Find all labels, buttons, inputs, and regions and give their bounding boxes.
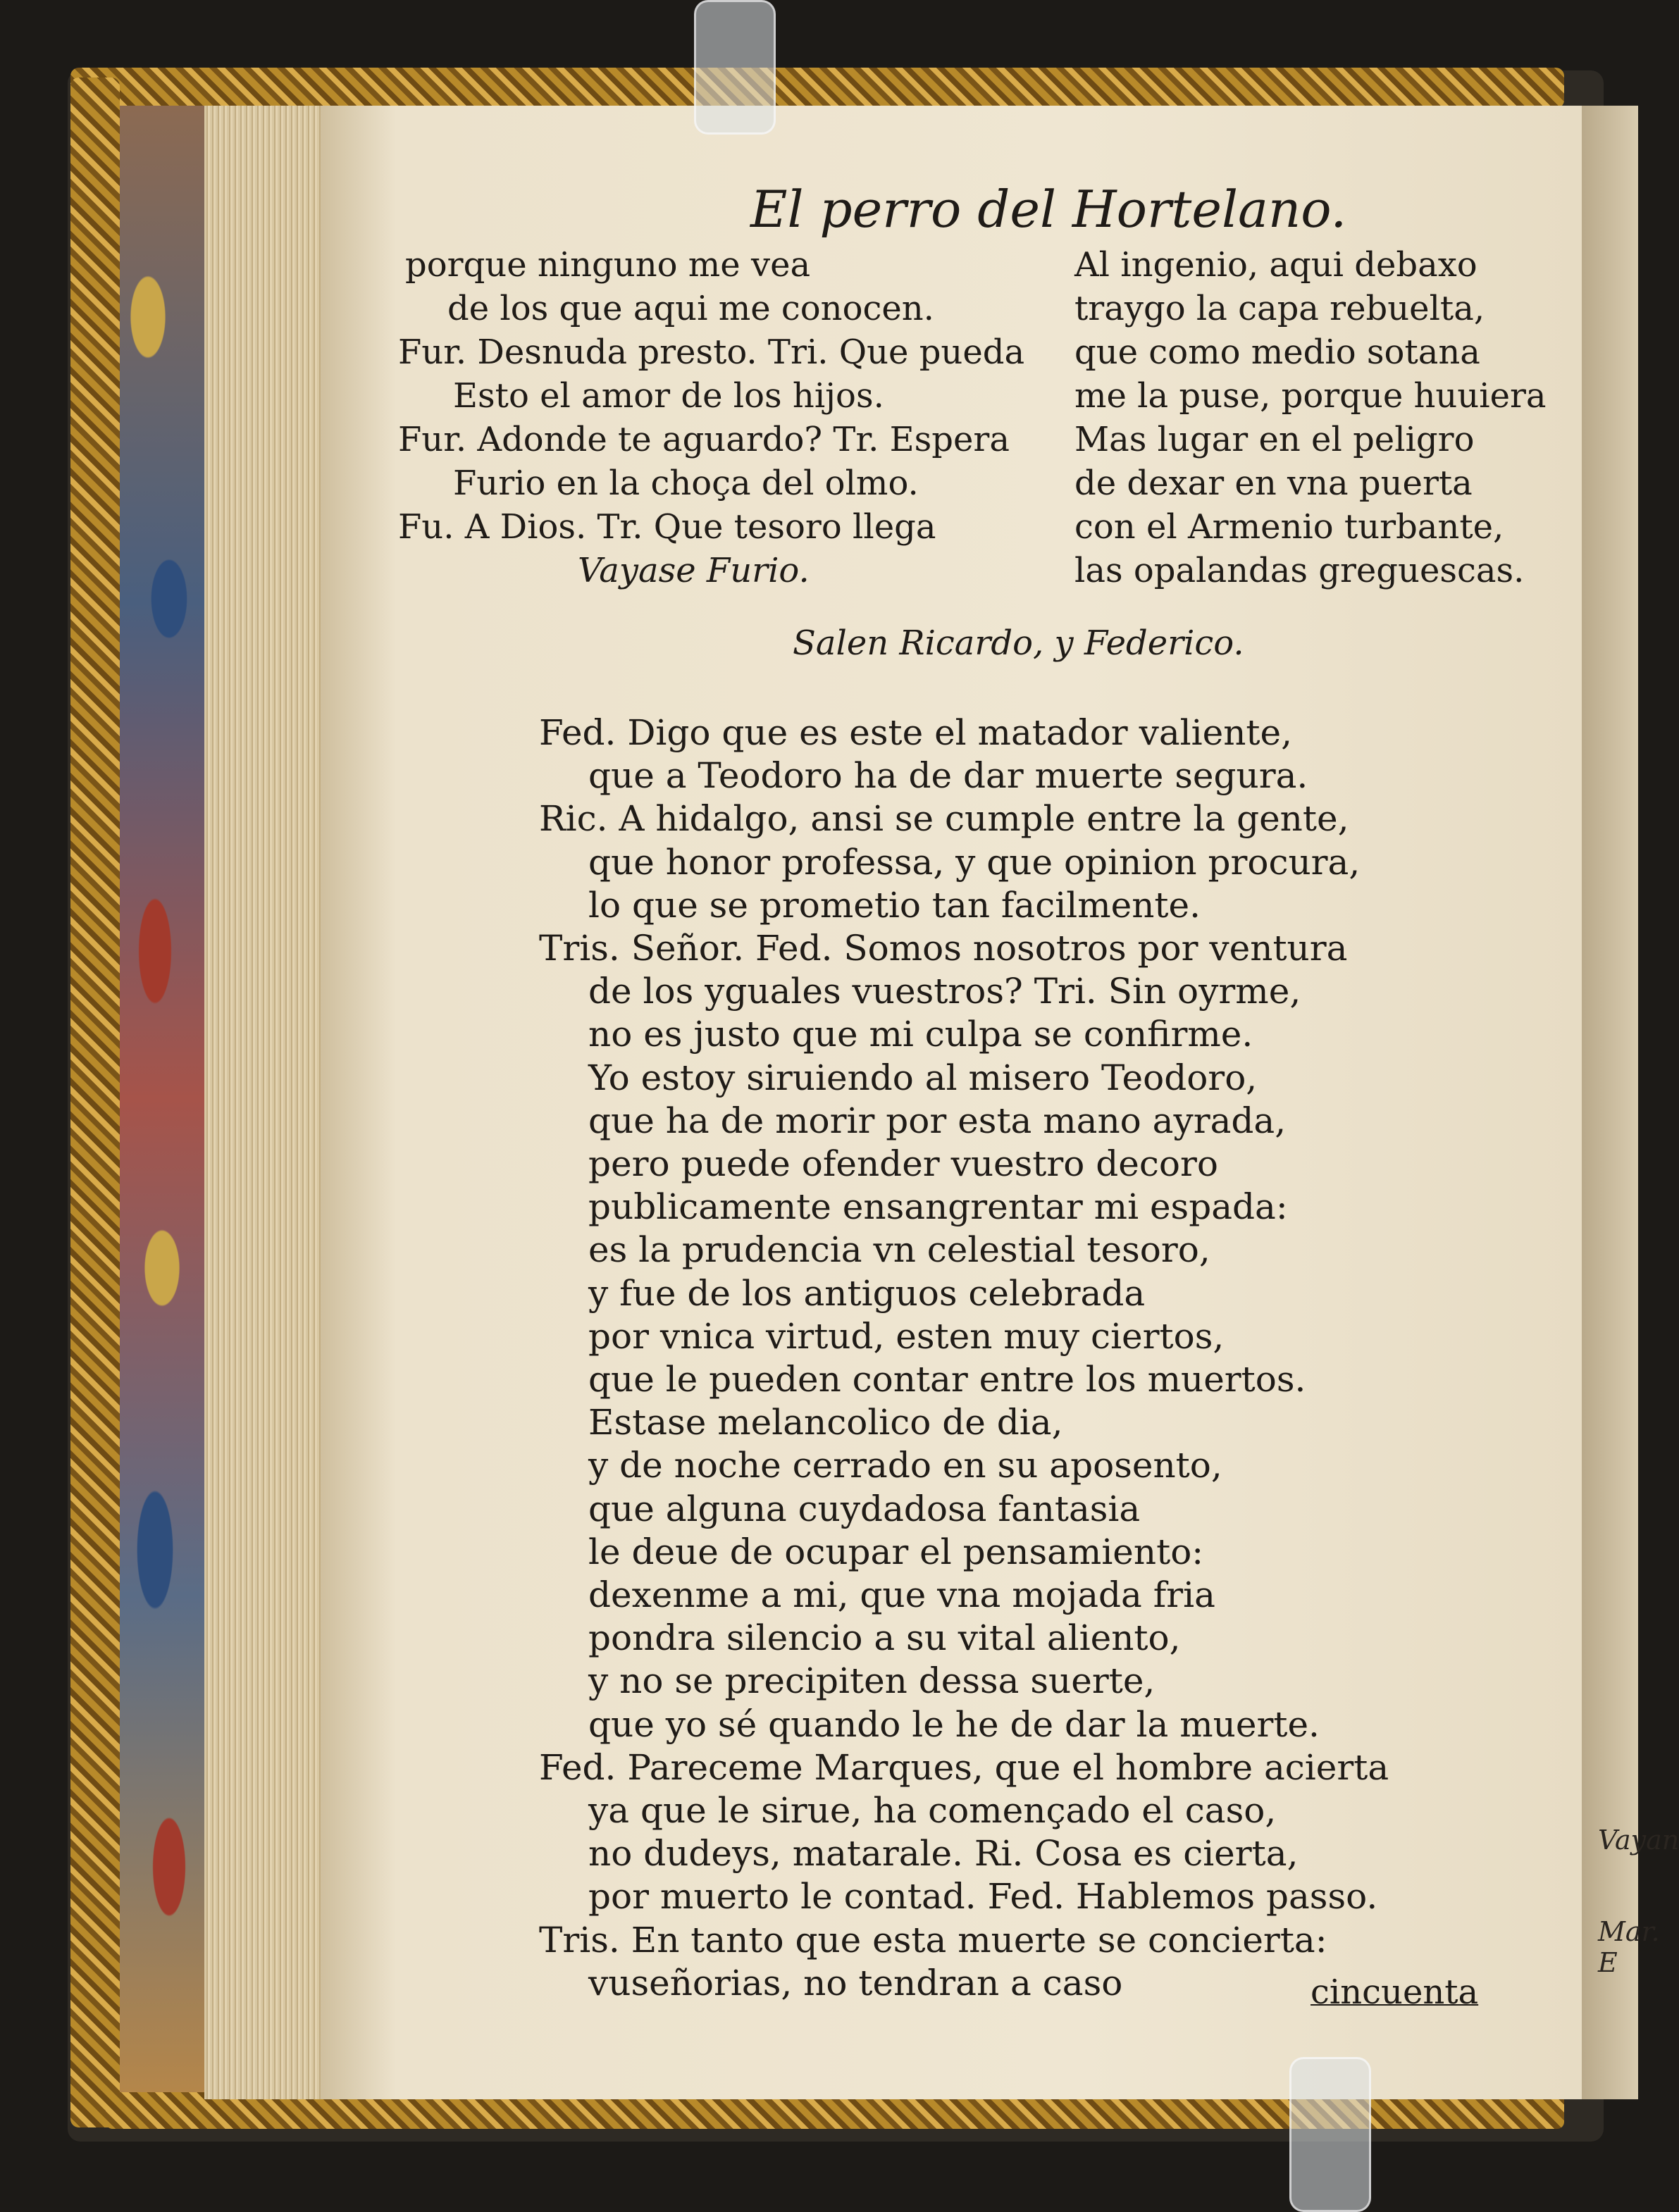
verse-line: ya que le sirue, ha començado el caso, — [588, 1790, 1277, 1832]
verse-line: me la puse, porque huuiera — [1074, 376, 1547, 416]
verse-line: Tris. Señor. Fed. Somos nosotros por ventura — [539, 928, 1348, 969]
verse-line: pero puede ofender vuestro decoro — [588, 1143, 1218, 1185]
stage-direction-exit: Vayase Furio. — [578, 551, 810, 590]
verse-line: Fed. Pareceme Marques, que el hombre acierta — [539, 1746, 1389, 1788]
verse-line: que ha de morir por esta mano ayrada, — [588, 1100, 1287, 1141]
verse-line: Yo estoy siruiendo al misero Teodoro, — [588, 1057, 1258, 1098]
verse-line: de los yguales vuestros? Tri. Sin oyrme, — [588, 971, 1301, 1012]
verse-line: no dudeys, matarale. Ri. Cosa es cierta, — [588, 1833, 1299, 1875]
catchword: cincuenta — [1311, 1972, 1479, 2012]
verse-line: Fed. Digo que es este el matador valiente, — [539, 712, 1292, 753]
verse-line: Estase melancolico de dia, — [588, 1402, 1063, 1443]
verse-line: le deue de ocupar el pensamiento: — [588, 1531, 1204, 1572]
gilt-edge-left — [70, 77, 120, 2127]
verse-line: por vnica virtud, esten muy ciertos, — [588, 1315, 1225, 1357]
verse-line: las opalandas greguescas. — [1074, 551, 1525, 590]
verse-line: Fur. Adonde te aguardo? Tr. Espera — [398, 420, 1010, 459]
verse-line: Mas lugar en el peligro — [1074, 420, 1475, 459]
right-verse-column — [1074, 243, 1547, 592]
verse-line: Ric. A hidalgo, ansi se cumple entre la gente, — [539, 798, 1349, 840]
verse-line: es la prudencia vn celestial tesoro, — [588, 1229, 1210, 1271]
verse-line: que honor professa, y que opinion procura, — [588, 841, 1361, 883]
verse-line: Esto el amor de los hijos. — [453, 376, 884, 416]
page-clip-bottom — [1289, 2057, 1371, 2212]
main-verse-block — [539, 712, 1389, 2005]
verse-line: que le pueden contar entre los muertos. — [588, 1359, 1306, 1400]
verse-line: Fu. A Dios. Tr. Que tesoro llega — [398, 507, 936, 547]
verse-line: que como medio sotana — [1074, 333, 1480, 372]
verse-line: vuseñorias, no tendran a caso — [588, 1962, 1123, 2003]
facing-page-edge — [1582, 106, 1638, 2099]
verse-line: por muerto le contad. Fed. Hablemos passo. — [588, 1876, 1378, 1918]
verse-line: y de noche cerrado en su aposento, — [588, 1445, 1222, 1486]
gilt-edge-top — [70, 68, 1564, 108]
verse-line: pondra silencio a su vital aliento, — [588, 1617, 1181, 1659]
verse-line: traygo la capa rebuelta, — [1074, 289, 1485, 328]
verse-line: de dexar en vna puerta — [1074, 464, 1473, 503]
verse-line: que alguna cuydadosa fantasia — [588, 1488, 1141, 1529]
running-head: El perro del Hortelano. — [750, 180, 1347, 239]
page-clip-top — [694, 0, 776, 135]
verse-line: que yo sé quando le he de dar la muerte. — [588, 1703, 1320, 1745]
facing-page-fragment: Mar. E — [1598, 1916, 1660, 1978]
verse-line: que a Teodoro ha de dar muerte segura. — [588, 755, 1308, 797]
marbled-endpaper — [120, 106, 204, 2092]
verse-line: publicamente ensangrentar mi espada: — [588, 1186, 1288, 1228]
verse-line: Furio en la choça del olmo. — [453, 464, 919, 503]
verse-line: Al ingenio, aqui debaxo — [1074, 245, 1477, 285]
verse-line: lo que se prometio tan facilmente. — [588, 884, 1201, 926]
verse-line: dexenme a mi, que vna mojada fria — [588, 1574, 1215, 1616]
verse-line: no es justo que mi culpa se confirme. — [588, 1014, 1253, 1055]
verse-line: y no se precipiten dessa suerte, — [588, 1660, 1156, 1702]
left-verse-column — [398, 243, 1024, 592]
page-edges — [204, 106, 324, 2099]
verse-line: porque ninguno me vea — [405, 245, 811, 285]
facing-page-fragment: Vayan — [1598, 1825, 1679, 1856]
verse-line: Tris. En tanto que esta muerte se concierta: — [539, 1919, 1327, 1961]
verse-line: de los que aqui me conocen. — [447, 289, 934, 328]
verse-line: Fur. Desnuda presto. Tri. Que pueda — [398, 333, 1025, 372]
stage-direction: Salen Ricardo, y Federico. — [793, 623, 1244, 663]
verse-line: y fue de los antiguos celebrada — [588, 1272, 1146, 1314]
verse-line: con el Armenio turbante, — [1074, 507, 1504, 547]
